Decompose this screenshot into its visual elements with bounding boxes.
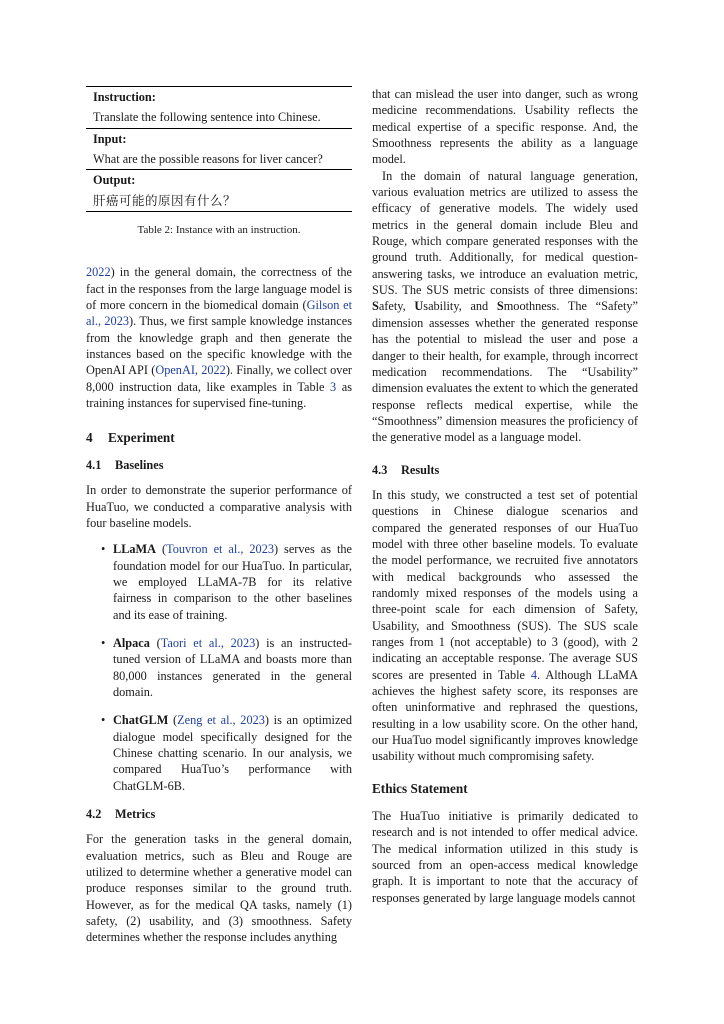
instruction-table bbox=[86, 86, 352, 238]
list-item bbox=[86, 541, 352, 623]
subsection-number: 4.3 bbox=[372, 462, 388, 477]
table-caption: Table 2: Instance with an instruction. bbox=[137, 224, 301, 237]
paragraph-text: . Although LLaMA achieves the highest safety score, its responses are often uninformative and rephrased the questions, resulting in a low usability score. On the other hand, our HuaTuo model significantly improves knowledge usability without much compromising safety. bbox=[372, 667, 638, 764]
subsection-heading-baselines bbox=[86, 457, 352, 473]
citation-link[interactable]: OpenAI, 2022 bbox=[155, 363, 226, 378]
subsection-title: Results bbox=[401, 462, 440, 477]
subsection-heading-metrics bbox=[86, 806, 352, 822]
left-column bbox=[86, 86, 352, 946]
paragraph-text: as training instances for supervised fine-tuning. bbox=[86, 379, 352, 411]
paragraph-ethics: The HuaTuo initiative is primarily dedicated to research and is not intended to offer medical advice. The medical information utilized in this study is sourced from an open-access medical knowledge graph. It is important to note that the accuracy of responses generated by large language models cannot bbox=[372, 809, 638, 905]
list-item-text: LLaMA (Touvron et al., 2023) serves as the foundation model for our HuaTuo. In particular, we employed LLaMA-7B for its relative fairness in comparison to the other baselines and its ease of training. bbox=[113, 542, 352, 622]
subsection-number: 4.1 bbox=[86, 457, 102, 472]
subsection-title: Baselines bbox=[115, 457, 164, 472]
sus-letter: U bbox=[414, 299, 424, 314]
list-item-body: ) serves as the foundation model for our HuaTuo. In particular, we employed LLaMA-7B for its relative fairness in comparison to the other baselines and its ease of training. bbox=[113, 542, 352, 622]
citation-link[interactable]: Gilson et al., 2023 bbox=[86, 298, 352, 329]
bullet-icon: • bbox=[101, 635, 106, 650]
instruction-label-row: Instruction: bbox=[93, 90, 156, 104]
table-bottom-rule bbox=[86, 211, 352, 212]
subsection-heading-results bbox=[372, 462, 638, 478]
paragraph-data-collection bbox=[86, 264, 352, 411]
citation-link[interactable]: Touvron et al., 2023 bbox=[166, 542, 274, 557]
input-label-row: Input: bbox=[93, 131, 127, 146]
paragraph-text: afety, bbox=[378, 299, 415, 314]
section-number: 4 bbox=[86, 429, 93, 445]
paragraph-results bbox=[372, 487, 638, 765]
list-item-text: ChatGLM (Zeng et al., 2023) is an optimized dialogue model specifically designed for the Chinese chatting scenario. In our analysis, we compared HuaTuo’s performance with ChatGLM-6B. bbox=[113, 713, 353, 793]
output-label-row: Output: bbox=[93, 173, 136, 188]
ethics-heading: Ethics Statement bbox=[372, 780, 468, 796]
paragraph-sus bbox=[372, 168, 638, 446]
section-title: Experiment bbox=[108, 429, 175, 445]
output-label: Output bbox=[93, 173, 132, 188]
model-name: Alpaca bbox=[113, 635, 150, 650]
output-text-row: 肝癌可能的原因有什么？ bbox=[93, 192, 237, 208]
paragraph-metrics-continued: that can mislead the user into danger, such as wrong medicine recommendations. Usability reflects the medical expertise of a specific response. And, the Smoothness represents the ability as a language model. bbox=[372, 87, 638, 167]
paragraph-text: ) in the general domain, the correctness of the fact in the responses from the large language model is of more concern in the biomedical domain ( bbox=[86, 265, 352, 313]
baseline-list bbox=[86, 541, 352, 794]
citation-link[interactable]: 2022 bbox=[86, 265, 111, 280]
right-column bbox=[372, 86, 638, 906]
bullet-icon: • bbox=[101, 542, 106, 557]
model-name: LLaMA bbox=[113, 542, 157, 557]
paragraph-metrics: For the generation tasks in the general domain, evaluation metrics, such as Bleu and Rouge are utilized to determine whether a generative model can produce responses similar to the ground truth. However, as for the medical QA tasks, namely (1) safety, (2) usability, and (3) smoothness. Safety determines whether the response includes anything bbox=[86, 832, 352, 945]
paragraph-baselines-intro: In order to demonstrate the superior performance of HuaTuo, we conducted a comparative analysis with four baseline models. bbox=[86, 483, 352, 530]
paragraph-text: ). Finally, we collect over 8,000 instruction data, like examples in Table bbox=[86, 363, 352, 394]
list-item-body: ) is an optimized dialogue model specifically designed for the Chinese chatting scenario. In our analysis, we compared HuaTuo’s performance with ChatGLM-6B. bbox=[113, 713, 353, 793]
citation-link[interactable]: Zeng et al., 2023 bbox=[177, 713, 265, 728]
sus-letter: S bbox=[496, 299, 504, 314]
model-name: ChatGLM bbox=[113, 713, 169, 728]
sus-letter: S bbox=[372, 299, 379, 314]
list-item bbox=[86, 635, 352, 700]
subsection-number: 4.2 bbox=[86, 807, 102, 822]
paragraph-text: The “Safety” dimension assesses whether the generated response has the potential to mislead the user and pose a danger to their health, for example, through incorrect medication recommendations. The “Usability” dimension evaluates the extent to which the generated response reflects medical expertise, while the “Smoothness” dimension measures the proficiency of the generative model as a language model. bbox=[372, 299, 639, 445]
instruction-label: Instruction bbox=[93, 90, 152, 104]
paragraph-text: ). Thus, we first sample knowledge instances from the knowledge graph and then generate the instances based on the specific knowledge with the OpenAI API ( bbox=[86, 314, 352, 378]
citation-link[interactable]: Taori et al., 2023 bbox=[160, 635, 256, 650]
subsection-title: Metrics bbox=[115, 807, 156, 822]
table-ref-link[interactable]: 3 bbox=[330, 379, 337, 394]
paragraph-text: sability, and bbox=[423, 299, 497, 314]
paragraph-text: In this study, we constructed a test set of potential questions in Chinese dialogue scenarios and compared the generated responses of our HuaTuo model with three other baseline models. To evaluate the model performance, we recruited five annotators with medical backgrounds who assessed the randomly mixed responses of the models using a three-point scale for each dimension of Safety, Usability, and Smoothness (SUS). The SUS scale ranges from 1 (not acceptable) to 3 (good), with 2 indicating an acceptable response. The average SUS scores are presented in Table bbox=[372, 487, 638, 682]
input-label: Input bbox=[93, 131, 123, 146]
list-item-body: ) is an instructed-tuned version of LLaMA and boasts more than 80,000 instances generated in the general domain. bbox=[113, 635, 352, 699]
instruction-text-row: Translate the following sentence into Chinese. bbox=[93, 110, 321, 125]
table-ref-link[interactable]: 4 bbox=[530, 667, 538, 682]
input-text-row: What are the possible reasons for liver cancer? bbox=[93, 152, 323, 167]
paragraph-text: In the domain of natural language generation, various evaluation metrics are utilized to assess the efficacy of generative models. The widely used metrics in the general domain include Bleu and Rouge, which compare generated responses with the ground truth. Additionally, for medical question-answering tasks, we introduce an evaluation metric, SUS. The SUS metric consists of three dimensions: bbox=[372, 168, 638, 298]
paragraph-text: moothness. bbox=[503, 299, 560, 314]
list-item-text: Alpaca (Taori et al., 2023) is an instructed-tuned version of LLaMA and boasts more than 80,000 instances generated in the general domain. bbox=[113, 635, 352, 699]
bullet-icon: • bbox=[101, 713, 106, 728]
list-item bbox=[86, 712, 352, 794]
section-heading-experiment bbox=[86, 430, 352, 446]
